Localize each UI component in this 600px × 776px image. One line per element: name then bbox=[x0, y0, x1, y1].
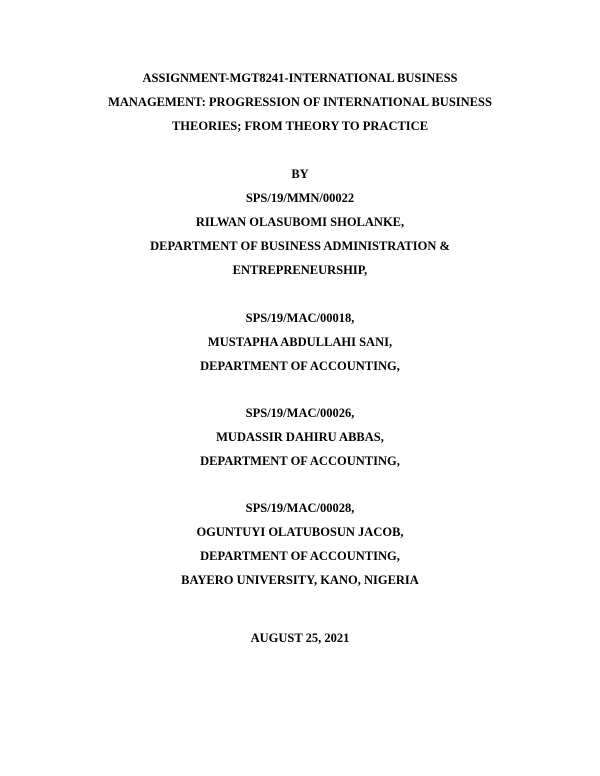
title-line-1: ASSIGNMENT-MGT8241-INTERNATIONAL BUSINESS bbox=[142, 71, 458, 85]
institution: BAYERO UNIVERSITY, KANO, NIGERIA bbox=[181, 573, 419, 587]
submission-date: AUGUST 25, 2021 bbox=[250, 631, 350, 645]
author-2-department: DEPARTMENT OF ACCOUNTING, bbox=[200, 359, 400, 373]
author-1-department-line-2: ENTREPRENEURSHIP, bbox=[232, 263, 368, 277]
author-4-id: SPS/19/MAC/00028, bbox=[245, 501, 355, 515]
author-1-id: SPS/19/MMN/00022 bbox=[245, 191, 355, 205]
by-label: BY bbox=[291, 167, 309, 181]
author-3-department: DEPARTMENT OF ACCOUNTING, bbox=[200, 454, 400, 468]
author-3-name: MUDASSIR DAHIRU ABBAS, bbox=[216, 430, 384, 444]
author-1-name: RILWAN OLASUBOMI SHOLANKE, bbox=[195, 215, 405, 229]
title-line-2: MANAGEMENT: PROGRESSION OF INTERNATIONAL BUSINESS bbox=[108, 95, 492, 109]
title-line-3: THEORIES; FROM THEORY TO PRACTICE bbox=[171, 119, 429, 133]
author-2-name: MUSTAPHA ABDULLAHI SANI, bbox=[207, 335, 393, 349]
author-4-department: DEPARTMENT OF ACCOUNTING, bbox=[200, 549, 400, 563]
author-1-department-line-1: DEPARTMENT OF BUSINESS ADMINISTRATION & bbox=[150, 239, 450, 253]
author-4-name: OGUNTUYI OLATUBOSUN JACOB, bbox=[196, 525, 404, 539]
author-2-id: SPS/19/MAC/00018, bbox=[245, 311, 355, 325]
author-3-id: SPS/19/MAC/00026, bbox=[245, 406, 355, 420]
